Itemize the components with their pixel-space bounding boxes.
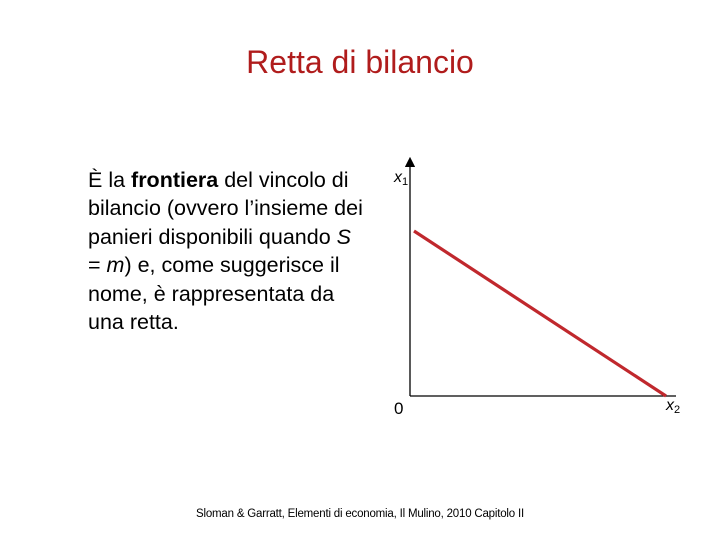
text-equals: = [88, 253, 107, 278]
x-axis-letter: x [666, 397, 674, 414]
text-var-s: S [336, 224, 351, 249]
y-axis-label [394, 169, 408, 188]
y-axis-letter: x [394, 169, 402, 186]
text-var-m: m [106, 253, 125, 278]
text-part-3: ) e, come suggerisce il nome, è rappresentata da una retta. [88, 253, 340, 335]
citation-footer: Sloman & Garratt, Elementi di economia, Il Mulino, 2010 Capitolo II [196, 508, 524, 520]
text-part-1: È la [88, 168, 132, 192]
budget-line [414, 231, 666, 396]
x-axis-label [666, 397, 680, 416]
origin-label: 0 [394, 399, 404, 418]
y-axis-subscript: 1 [402, 176, 409, 188]
text-bold-frontiera: frontiera [131, 168, 219, 192]
page-title: Retta di bilancio [246, 44, 474, 80]
x-axis-subscript: 2 [674, 404, 681, 416]
text-part-2: del vincolo di bilancio (ovvero l’insieme dei panieri disponibili quando [88, 168, 363, 249]
